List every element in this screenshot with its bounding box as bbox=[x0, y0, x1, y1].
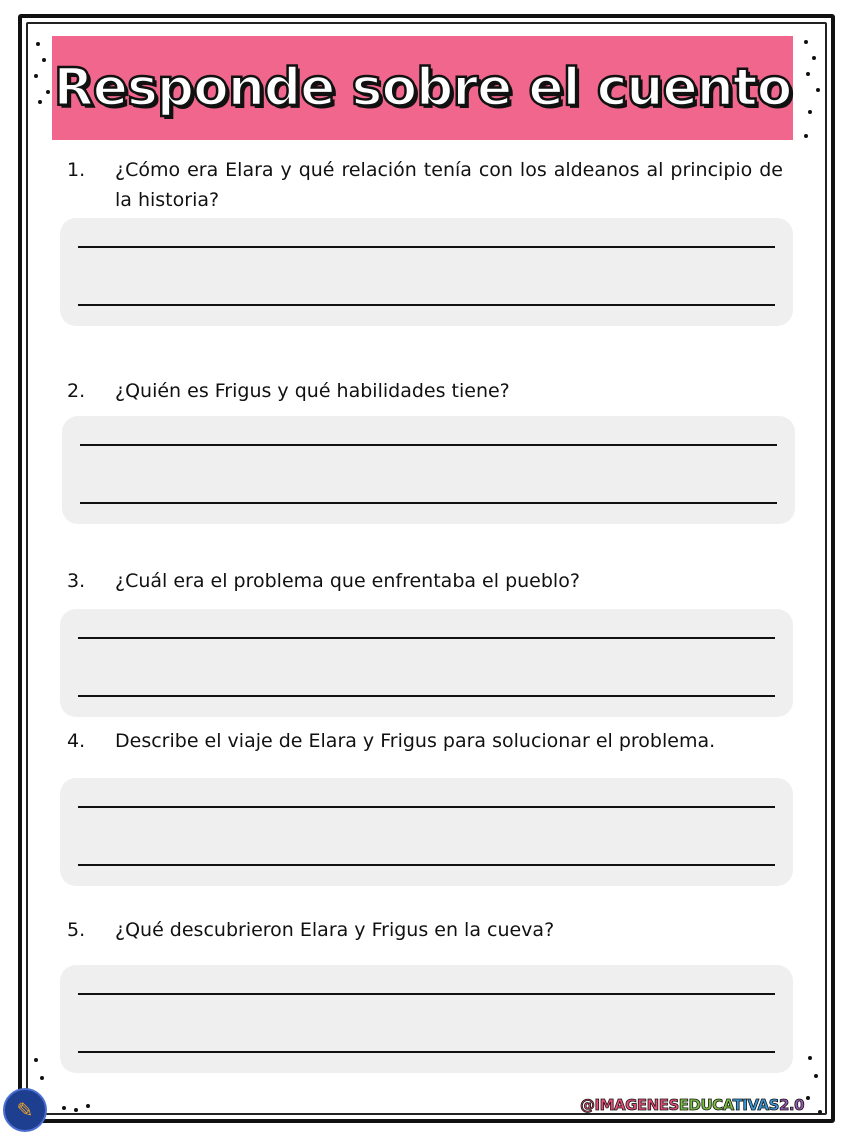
question-text: ¿Cómo era Elara y qué relación tenía con los aldeanos al principio de la historia? bbox=[115, 159, 783, 211]
question-text: ¿Cuál era el problema que enfrentaba el pueblo? bbox=[115, 570, 580, 592]
answer-box-3[interactable] bbox=[60, 609, 793, 717]
question-number: 3. bbox=[67, 570, 86, 592]
answer-line bbox=[80, 444, 777, 446]
author-logo-icon bbox=[3, 1088, 47, 1132]
question-number: 5. bbox=[67, 919, 86, 941]
answer-box-4[interactable] bbox=[60, 778, 793, 886]
answer-line bbox=[78, 246, 775, 248]
title-banner bbox=[52, 36, 793, 140]
answer-line bbox=[78, 1051, 775, 1053]
question-text: Describe el viaje de Elara y Frigus para solucionar el problema. bbox=[115, 730, 716, 752]
question-4 bbox=[67, 726, 783, 756]
question-number: 4. bbox=[67, 730, 86, 752]
answer-line bbox=[78, 695, 775, 697]
watermark-text bbox=[580, 1096, 805, 1120]
question-1 bbox=[67, 155, 783, 215]
answer-line bbox=[78, 637, 775, 639]
watermark-part: TIVAS bbox=[732, 1096, 779, 1114]
question-3 bbox=[67, 566, 783, 596]
page-title: Responde sobre el cuento bbox=[53, 58, 792, 118]
answer-box-2[interactable] bbox=[62, 416, 795, 524]
answer-box-1[interactable] bbox=[60, 218, 793, 326]
answer-line bbox=[78, 806, 775, 808]
question-number: 2. bbox=[67, 380, 86, 402]
watermark-part: EDUCA bbox=[678, 1096, 733, 1114]
question-5 bbox=[67, 915, 783, 945]
question-text: ¿Quién es Frigus y qué habilidades tiene? bbox=[115, 380, 510, 402]
answer-line bbox=[78, 304, 775, 306]
answer-line bbox=[78, 993, 775, 995]
watermark-part: 2.0 bbox=[778, 1096, 805, 1114]
logo-mark: ✎ bbox=[16, 1098, 34, 1122]
answer-line bbox=[80, 502, 777, 504]
answer-line bbox=[78, 864, 775, 866]
question-number: 1. bbox=[67, 159, 86, 181]
question-text: ¿Qué descubrieron Elara y Frigus en la cueva? bbox=[115, 919, 555, 941]
watermark-part: @IMAGENES bbox=[580, 1096, 679, 1114]
question-2 bbox=[67, 376, 783, 406]
answer-box-5[interactable] bbox=[60, 965, 793, 1073]
